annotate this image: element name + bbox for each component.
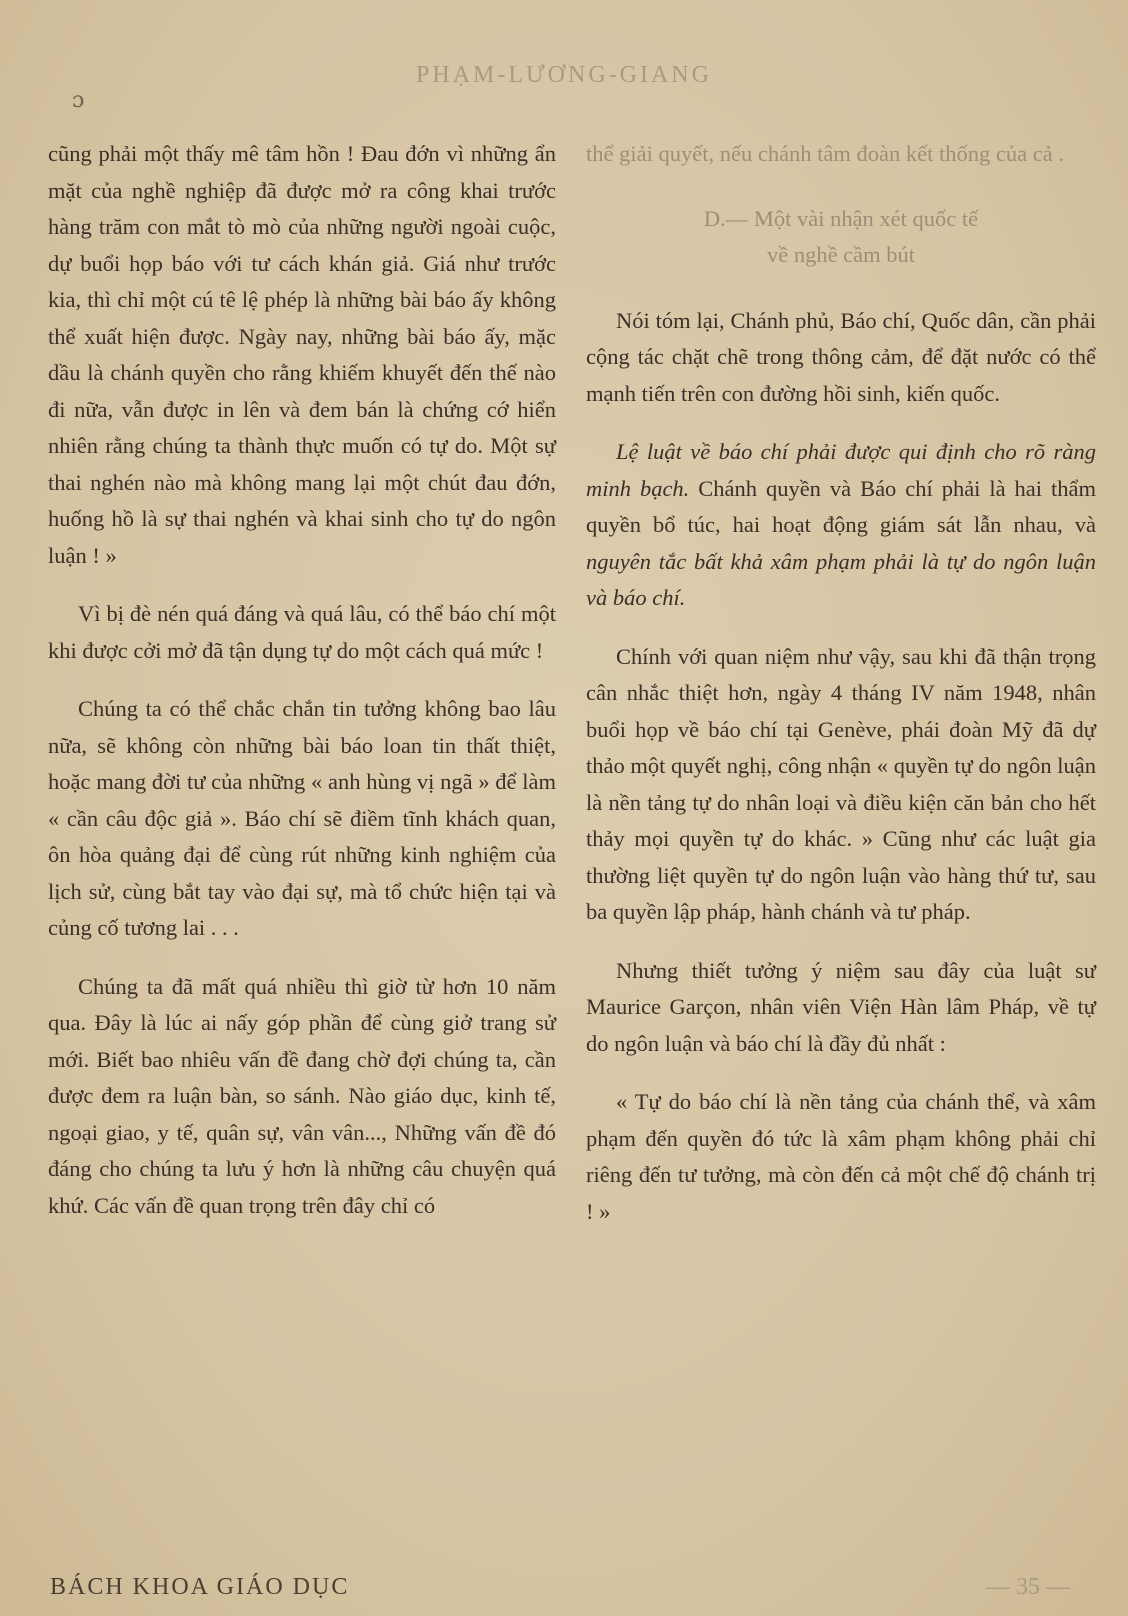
left-column bbox=[48, 136, 556, 1246]
statement-text: Chánh quyền và Báo chí phải là hai thẩm quyền bổ túc, hai hoạt động giám sát lẫn nhau, và bbox=[586, 475, 1096, 537]
left-paragraph-4: Chúng ta đã mất quá nhiều thì giờ từ hơn 10 năm qua. Đây là lúc ai nấy góp phần để cùng giở trang sử mới. Biết bao nhiêu vấn đề đang chờ đợi chúng ta, cần được đem ra luận bàn, so sánh. Nào giáo dục, kinh tế, ngoại giao, y tế, quân sự, vân vân..., Những vấn đề đó đáng cho chúng ta lưu ý hơn là những câu chuyện quá khứ. Các vấn đề quan trọng trên đây chỉ có bbox=[48, 973, 556, 1218]
footer-magazine-title: BÁCH KHOA GIÁO DỤC bbox=[50, 1574, 350, 1600]
left-paragraph-1: cũng phải một thấy mê tâm hồn ! Đau đớn vì những ẩn mặt của nghề nghiệp đã được mở ra công khai trước hàng trăm con mắt tò mò của những người ngoài cuộc, dự buổi họp báo với tư cách khán giả. Giá như trước kia, thì chỉ một cú tê lệ phép là những bài báo ấy không thể xuất hiện được. Ngày nay, những bài báo ấy, mặc dầu là chánh quyền cho rằng khiếm khuyết đến thế nào đi nữa, vẫn được in lên và đem bán là chứng cớ hiển nhiên rằng chúng ta thành thực muốn có tự do. Một sự thai nghén nào mà không mang lại một chút đau đớn, huống hồ là sự thai nghén và khai sinh cho tự do ngôn luận ! » bbox=[48, 141, 556, 568]
right-paragraph-1: Nói tóm lại, Chánh phủ, Báo chí, Quốc dân, cần phải cộng tác chặt chẽ trong thông cảm, để đặt nước có thể mạnh tiến trên con đường hồi sinh, kiến quốc. bbox=[586, 307, 1096, 406]
footer-page-number: — 35 — bbox=[986, 1574, 1070, 1600]
corner-mark: ɔ bbox=[72, 88, 85, 113]
right-paragraph-0: thể giải quyết, nếu chánh tâm đoàn kết thống của cả . bbox=[586, 141, 1064, 166]
italic-statement-b: nguyên tắc bất khả xâm phạm phải là tự do ngôn luận và báo chí. bbox=[586, 548, 1096, 610]
right-paragraph-4: Nhưng thiết tưởng ý niệm sau đây của luật sư Maurice Garçon, nhân viên Viện Hàn lâm Pháp, về tự do ngôn luận và báo chí là đầy đủ nhất : bbox=[586, 957, 1096, 1056]
section-heading-line-1: D.— Một vài nhận xét quốc tế bbox=[703, 205, 979, 231]
section-heading-line-2: về nghề cầm bút bbox=[766, 241, 916, 267]
italic-statement-a: Lệ luật về báo chí phải được qui định cho rõ ràng minh bạch. bbox=[586, 439, 1096, 501]
right-paragraph-2 bbox=[586, 434, 1096, 617]
left-paragraph-3: Chúng ta có thể chắc chắn tin tưởng không bao lâu nữa, sẽ không còn những bài báo loan tin thất thiệt, hoặc mang đời tư của những « anh hùng vị ngã » để làm « cần câu độc giả ». Báo chí sẽ điềm tĩnh khách quan, ôn hòa quảng đại để cùng rút những kinh nghiệm của lịch sử, cùng bắt tay vào đại sự, mà tổ chức hiện tại và củng cố tương lai . . . bbox=[48, 696, 556, 940]
section-heading bbox=[586, 201, 1096, 273]
right-paragraph-3: Chính với quan niệm như vậy, sau khi đã thận trọng cân nhắc thiệt hơn, ngày 4 tháng IV năm 1948, nhân buổi họp về báo chí tại Genève, phái đoàn Mỹ đã dự thảo một quyết nghị, công nhận « quyền tự do ngôn luận là nền tảng tự do nhân loại và điều kiện căn bản cho hết thảy mọi quyền tự do khác. » Cũng như các luật gia thường liệt quyền tự do ngôn luận vào hàng thứ tư, sau ba quyền lập pháp, hành chánh và tư pháp. bbox=[586, 643, 1096, 924]
right-column bbox=[586, 136, 1096, 1252]
running-head-title: PHẠM-LƯƠNG-GIANG bbox=[416, 62, 712, 88]
left-paragraph-2: Vì bị đè nén quá đáng và quá lâu, có thể báo chí một khi được cởi mở đã tận dụng tự do một cách quá mức ! bbox=[48, 601, 556, 663]
right-paragraph-5-quote: « Tự do báo chí là nền tảng của chánh thể, và xâm phạm đến quyền đó tức là xâm phạm không phải chỉ riêng đến tư tưởng, mà còn đến cả một chế độ chánh trị ! » bbox=[586, 1089, 1096, 1224]
